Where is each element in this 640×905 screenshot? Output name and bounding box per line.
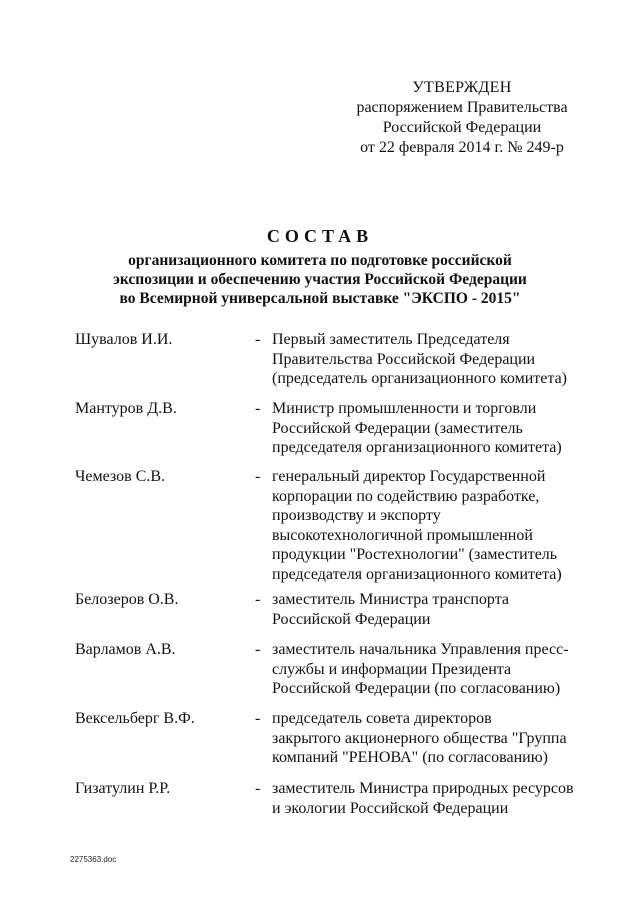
role-line: закрытого акционерного общества "Группа	[272, 729, 567, 747]
role-line: заместитель Министра транспорта	[272, 591, 509, 608]
role-line: Правительства Российской Федерации	[272, 350, 536, 368]
member-dash: -	[255, 468, 261, 485]
role-line: службы и информации Президента	[272, 660, 512, 678]
role-line: производству и экспорту	[272, 507, 441, 524]
role-line: Первый заместитель Председателя	[272, 331, 510, 348]
member-name: Гизатулин Р.Р.	[75, 780, 171, 797]
member-role	[272, 399, 602, 458]
member-role	[272, 590, 602, 629]
member-dash: -	[255, 591, 261, 608]
member-role	[272, 330, 602, 389]
approval-line: Российской Федерации	[382, 119, 542, 136]
member-dash: -	[255, 400, 261, 417]
role-line: корпорации по содействию разработке,	[272, 487, 540, 505]
member-name: Шувалов И.И.	[75, 331, 173, 348]
role-line: генеральный директор Государственной	[272, 468, 546, 485]
member-name: Мантуров Д.В.	[75, 400, 177, 417]
approval-line: от 22 февраля 2014 г. № 249-р	[360, 139, 564, 156]
role-line: высокотехнологичной промышленной	[272, 526, 533, 544]
document-subtitle	[90, 251, 550, 308]
role-line: (председатель организационного комитета)	[272, 370, 567, 387]
member-name: Вексельберг В.Ф.	[75, 710, 195, 727]
member-name: Варламов А.В.	[75, 641, 176, 658]
role-line: председателя организационного комитета)	[272, 439, 562, 456]
approval-heading: УТВЕРЖДЕН	[412, 79, 512, 96]
role-line: Российской Федерации (заместитель	[272, 419, 523, 437]
member-dash: -	[255, 331, 261, 348]
role-line: Российской Федерации (по согласованию)	[272, 680, 561, 697]
member-name: Белозеров О.В.	[75, 591, 179, 608]
footer-file-name: 2275363.doc	[70, 855, 117, 864]
member-role	[272, 779, 602, 818]
approval-block	[342, 78, 582, 158]
role-line: и экологии Российской Федерации	[272, 799, 509, 817]
approval-line: распоряжением Правительства	[356, 99, 568, 116]
member-dash: -	[255, 780, 261, 797]
role-line: Российской Федерации	[272, 610, 431, 628]
role-line: заместитель Министра природных ресурсов	[272, 780, 574, 797]
subtitle-line: экспозиции и обеспечению участия Российской Федерации	[113, 271, 527, 288]
role-line: Министр промышленности и торговли	[272, 400, 537, 417]
subtitle-line: во Всемирной универсальной выставке "ЭКСПО - 2015"	[119, 290, 521, 307]
member-dash: -	[255, 710, 261, 727]
role-line: председатель совета директоров	[272, 710, 492, 727]
member-role	[272, 709, 602, 768]
document-title: СОСТАВ	[266, 226, 374, 246]
role-line: заместитель начальника Управления пресс-	[272, 641, 569, 658]
member-name: Чемезов С.В.	[75, 468, 166, 485]
subtitle-line: организационного комитета по подготовке российской	[128, 252, 512, 269]
role-line: компаний "РЕНОВА" (по согласованию)	[272, 749, 548, 766]
member-role	[272, 640, 602, 699]
member-dash: -	[255, 641, 261, 658]
member-role	[272, 467, 602, 584]
role-line: председателя организационного комитета)	[272, 565, 562, 583]
role-line: продукции "Ростехнологии" (заместитель	[272, 546, 558, 563]
